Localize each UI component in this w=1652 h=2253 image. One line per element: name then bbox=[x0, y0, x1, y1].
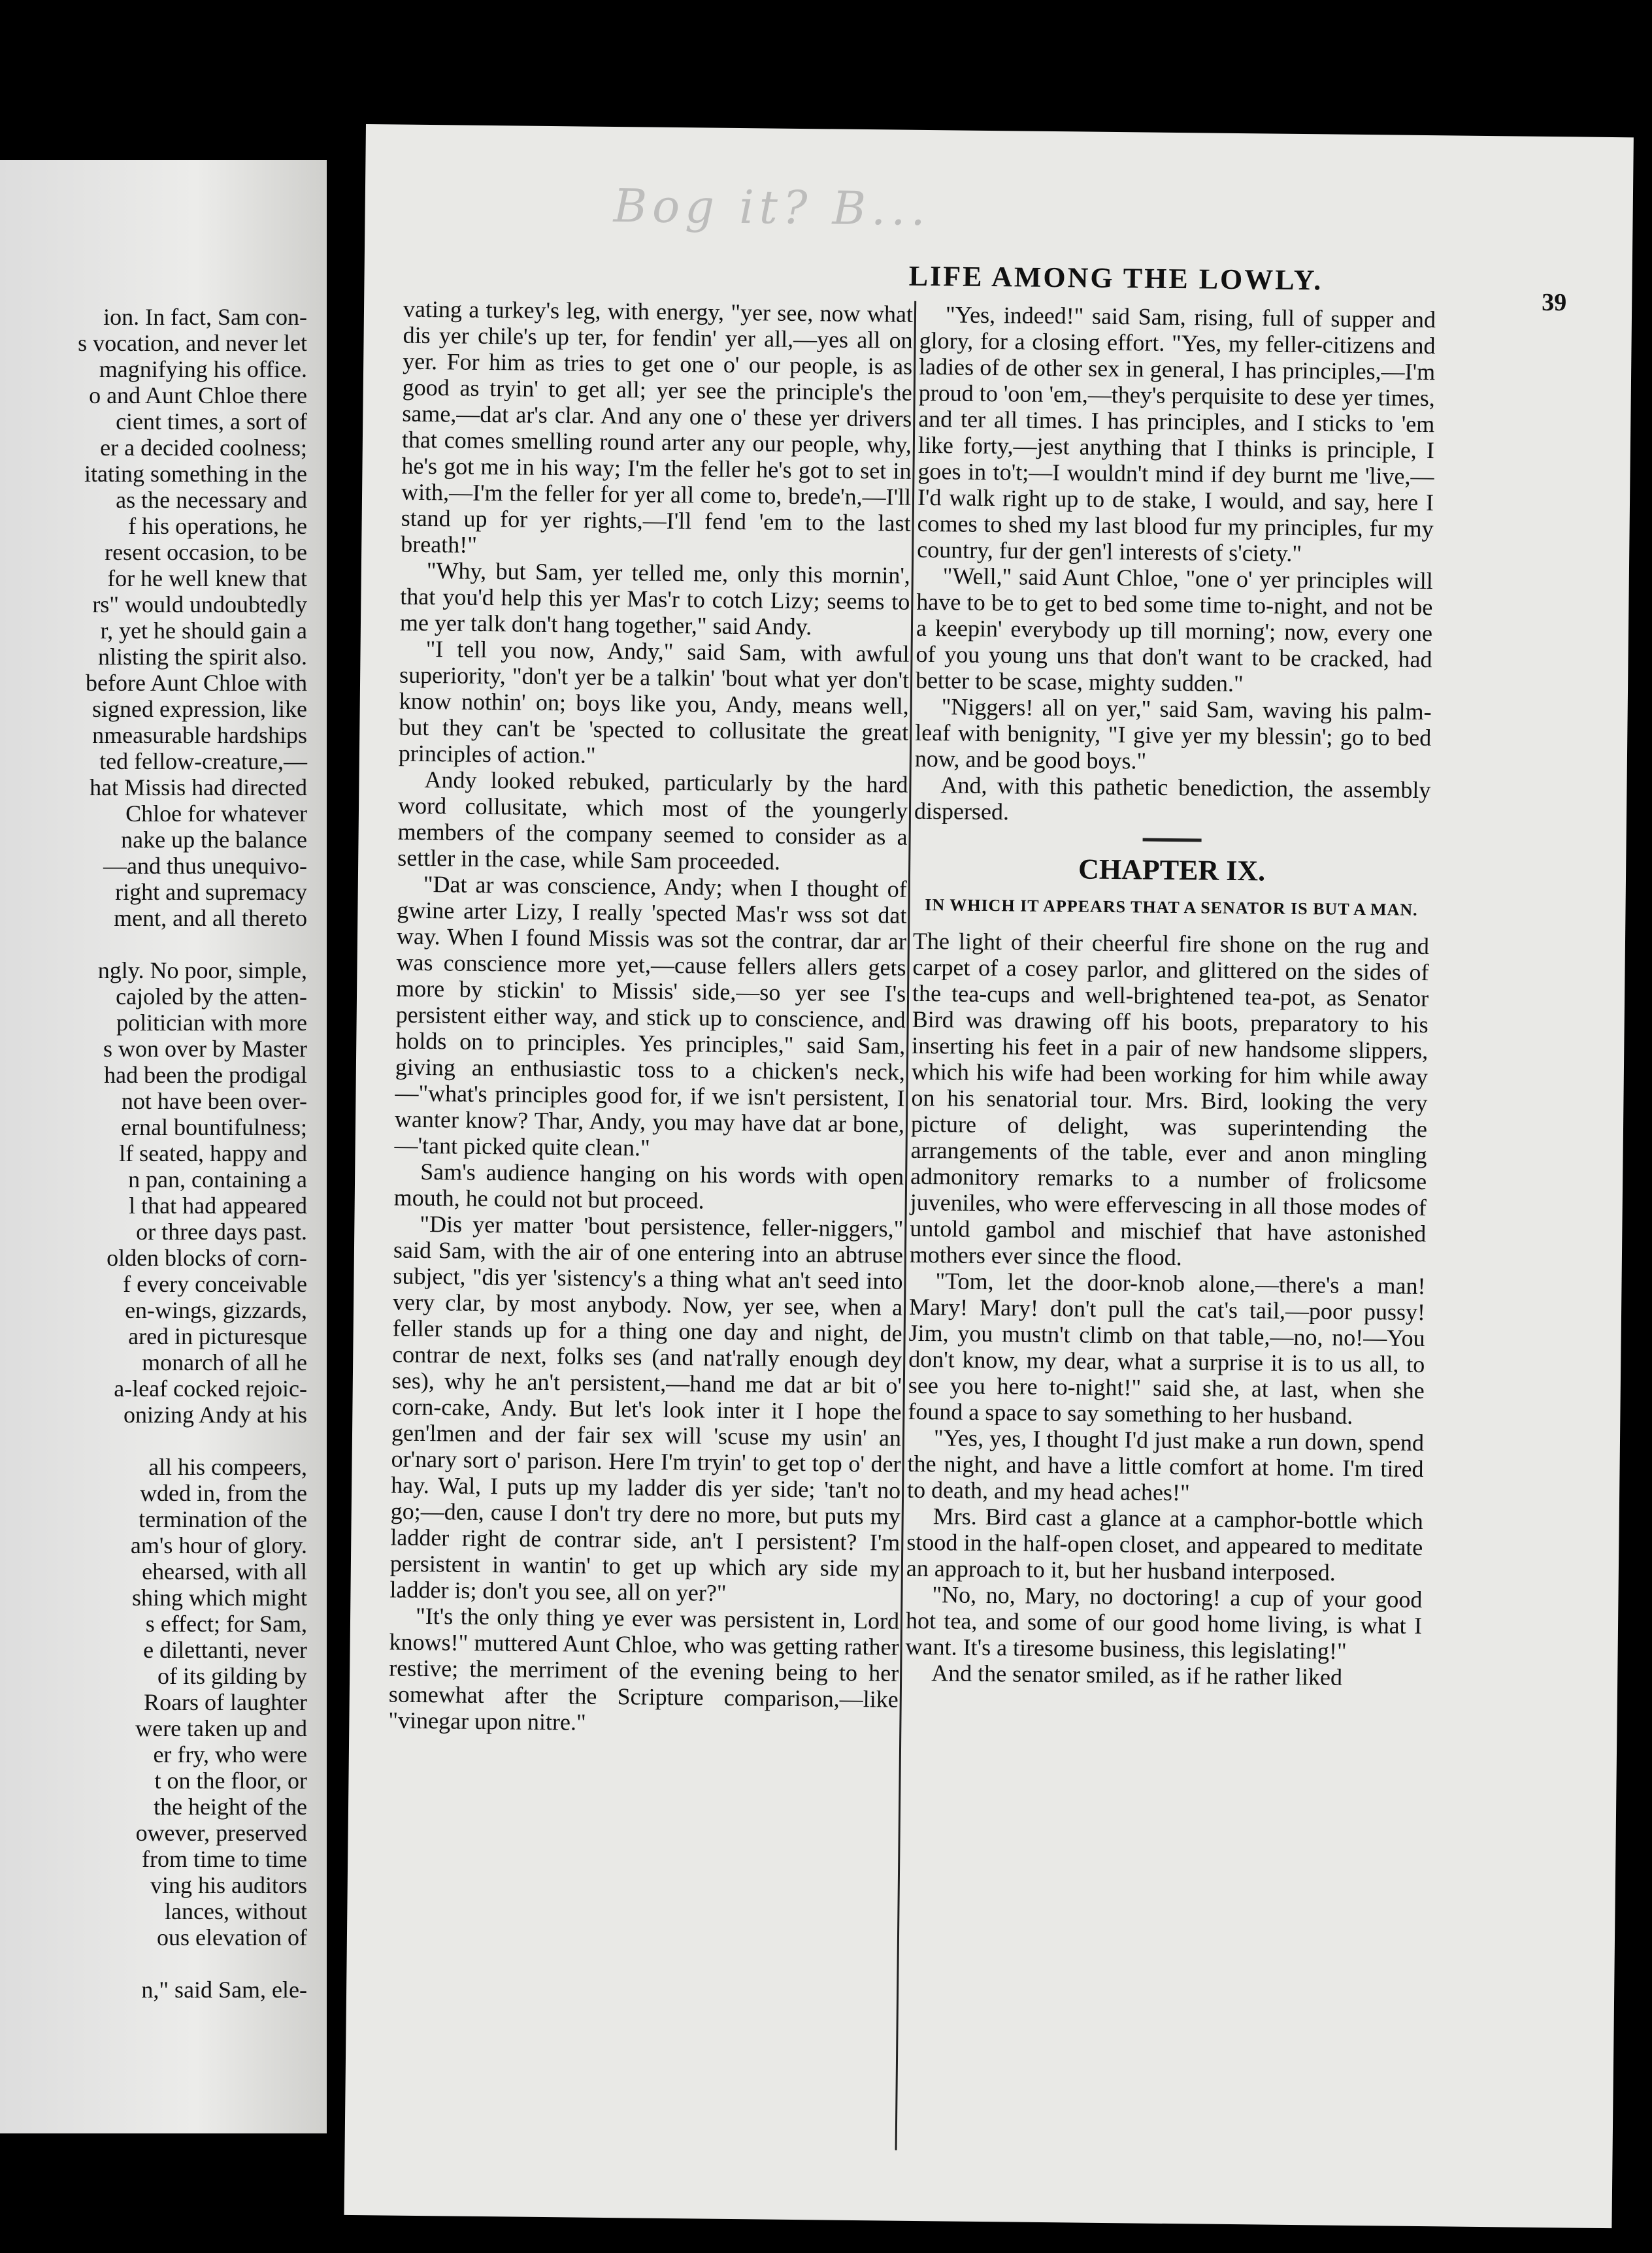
text-line: not have been over- bbox=[121, 1088, 307, 1114]
right-page bbox=[344, 124, 1633, 2228]
text-line: of its gilding by bbox=[157, 1663, 307, 1689]
text-line: had been the prodigal bbox=[104, 1062, 307, 1088]
text-line: right and supremacy bbox=[115, 879, 307, 905]
text-line: ernal bountifulness; bbox=[121, 1114, 307, 1140]
paragraph: "Tom, let the door-knob alone,—there's a man! Mary! Mary! don't pull the cat's tail,—poor pussy! Jim, you mustn't climb on that table,—no, no!—You don't know, my dear, what a surprise it is to us all, to see you here to-night!" said she, at last, when she found a space to say something to her husband. bbox=[908, 1268, 1426, 1429]
running-head: LIFE AMONG THE LOWLY. bbox=[908, 259, 1323, 297]
paragraph: "Dis yer matter 'bout persistence, feller-niggers," said Sam, with the air of one entering into an abtruse subject, "dis yer 'sistency's a thing what an't seed into very clar, by most anybody. Now, yer see, when a feller stands up for a thing one day and night, de contrar de next, folks ses (and nat'rally enough dey ses), why he an't persistent,—hand me dat ar bit o' corn-cake, Andy. But let's look inter it I hope the gen'lmen and der fair sex will 'scuse my usin' an or'nary sort o' parison. Here I'm tryin' to get top o' der hay. Wal, I puts up my ladder dis yer side; 'tan't no go;—den, cause I don't try dere no more, but puts my ladder right de contrar side, an't I persistent? I'm persistent in wantin' to get up which ary side my ladder is; don't you see, all on yer?" bbox=[389, 1210, 904, 1606]
text-line: f his operations, he bbox=[128, 513, 307, 539]
paragraph: "Dat ar was conscience, Andy; when I thought of gwine arter Lizy, I really 'spected Mas'r wss sot dat way. When I found Missis was sot the contrar, dar ar was conscience more yet,—cause fellers allers gets more by stickin' to Missis' side,—so yer see I's persistent either way, and stick up to conscience, and holds on to principles. Yes principles," said Sam, giving an enthusiastic toss to a chicken's neck,—"what's principles good for, if we isn't persistent, I wanter know? Thar, Andy, you may have dat ar bone,—'tant picked quite clean." bbox=[394, 870, 907, 1161]
text-line: from time to time bbox=[142, 1846, 307, 1872]
text-line: itating something in the bbox=[84, 461, 307, 487]
text-line: n," said Sam, ele- bbox=[141, 1977, 307, 2003]
text-line: resent occasion, to be bbox=[105, 539, 307, 565]
paragraph: The light of their cheerful fire shone on the rug and carpet of a cosey parlor, and glittered on the sides of the tea-cups and well-brightened tea-pot, as Senator Bird was drawing off his boots, preparatory to his inserting his feet in a pair of new handsome slippers, which his wife had been working for him while away on his senatorial tour. Mrs. Bird, looking the very picture of delight, was superintending the arrangements of the table, ever and anon mingling admonitory remarks to a number of frolicsome juveniles, who were effervescing in all those modes of untold gambol and mischief that have astonished mothers ever since the flood. bbox=[909, 927, 1430, 1271]
text-line: monarch of all he bbox=[142, 1349, 307, 1375]
text-line: politician with more bbox=[116, 1010, 307, 1036]
text-line: t on the floor, or bbox=[154, 1768, 307, 1794]
pencil-annotation: Bog it? B... bbox=[613, 178, 931, 237]
text-line: am's hour of glory. bbox=[130, 1532, 307, 1558]
text-line: r, yet he should gain a bbox=[100, 617, 307, 644]
paragraph: "No, no, Mary, no doctoring! a cup of your good hot tea, and some of our good home living, is what I want. It's a tiresome business, this legislating!" bbox=[905, 1581, 1423, 1664]
text-line: nake up the balance bbox=[121, 827, 307, 853]
text-line: cient times, a sort of bbox=[116, 408, 307, 435]
paragraph: And, with this pathetic benediction, the assembly dispersed. bbox=[914, 772, 1431, 825]
text-line: or three days past. bbox=[136, 1219, 307, 1245]
text-line: termination of the bbox=[139, 1506, 307, 1532]
text-line: e dilettanti, never bbox=[143, 1637, 307, 1663]
left-page-text bbox=[0, 304, 307, 2003]
text-line: were taken up and bbox=[135, 1715, 307, 1741]
paragraph: And the senator smiled, as if he rather liked bbox=[931, 1660, 1343, 1690]
text-line: all his compeers, bbox=[148, 1454, 307, 1480]
text-line: l that had appeared bbox=[129, 1192, 307, 1219]
chapter-rule bbox=[1143, 838, 1202, 842]
paragraph: "I tell you now, Andy," said Sam, with awful superiority, "don't yer be a talkin' 'bout what yer don't know nothin' on; boys like you, Andy, means well, but they can't be 'spected to collusitate the great principles of action." bbox=[398, 636, 910, 768]
text-line: nlisting the spirit also. bbox=[98, 644, 307, 670]
text-line: f every conceivable bbox=[123, 1271, 307, 1297]
text-line: olden blocks of corn- bbox=[107, 1245, 307, 1271]
text-line: cajoled by the atten- bbox=[116, 983, 307, 1010]
text-line: as the necessary and bbox=[116, 487, 307, 513]
text-line: lf seated, happy and bbox=[119, 1140, 307, 1166]
text-line: hat Missis had directed bbox=[90, 774, 307, 800]
text-line: shing which might bbox=[132, 1585, 307, 1611]
text-line: lances, without bbox=[165, 1898, 307, 1924]
text-line: Chloe for whatever bbox=[125, 800, 307, 827]
text-line: s vocation, and never let bbox=[78, 330, 307, 356]
text-line: ngly. No poor, simple, bbox=[97, 957, 307, 983]
text-line: ment, and all thereto bbox=[114, 905, 307, 931]
text-line: onizing Andy at his bbox=[124, 1402, 307, 1428]
text-line: for he well knew that bbox=[107, 565, 307, 591]
text-line: n pan, containing a bbox=[128, 1166, 307, 1192]
text-line: en-wings, gizzards, bbox=[125, 1297, 307, 1323]
text-line: ous elevation of bbox=[157, 1924, 307, 1950]
paragraph: "Why, but Sam, yer telled me, only this mornin', that you'd help this yer Mas'r to cotch Lizy; seems to me yer talk don't hang together," said Andy. bbox=[399, 557, 911, 640]
text-line: er a decided coolness; bbox=[100, 435, 307, 461]
text-line: ving his auditors bbox=[150, 1872, 307, 1898]
text-line: the height of the bbox=[154, 1794, 307, 1820]
paragraph: vating a turkey's leg, with energy, "yer see, now what dis yer chile's up ter, for fendin' yer all,—yes all on yer. For him as tries to get one o' our people, is as good as tryin' to get all; yer see the principle's the same,—dat ar's clar. And any one o' these yer drivers that comes smelling round arter any our people, why, he's got me in his way; I'm the feller he's got to set in with,—I'm the feller for yer all come to, brede'n,—I'll stand up for yer rights,—I'll fend 'em to the last breath!" bbox=[401, 295, 914, 558]
text-line: owever, preserved bbox=[135, 1820, 307, 1846]
paragraph: "Yes, yes, I thought I'd just make a run down, spend the night, and have a little comfort at home. I'm tired to death, and my head aches!" bbox=[906, 1424, 1425, 1506]
text-line bbox=[0, 1950, 307, 1977]
paragraph: "Niggers! all on yer," said Sam, waving his palm-leaf with benignity, "I give yer my blessin'; go to bed now, and be good boys." bbox=[914, 693, 1432, 774]
paragraph: Andy looked rebuked, particularly by the hard word collusitate, which most of the youngerly members of the company seemed to consider as a settler in the case, while Sam proceeded. bbox=[397, 766, 908, 875]
text-line: signed expression, like bbox=[92, 696, 307, 722]
text-line: a-leaf cocked rejoic- bbox=[114, 1375, 307, 1402]
page-number: 39 bbox=[1542, 288, 1567, 317]
text-line: ted fellow-creature,— bbox=[99, 748, 307, 774]
text-line: wded in, from the bbox=[140, 1480, 307, 1506]
text-line: ion. In fact, Sam con- bbox=[103, 304, 307, 330]
text-line bbox=[0, 931, 307, 957]
text-line: s won over by Master bbox=[103, 1036, 307, 1062]
chapter-title: CHAPTER IX. bbox=[1078, 853, 1266, 887]
text-line: before Aunt Chloe with bbox=[86, 670, 307, 696]
text-line: nmeasurable hardships bbox=[92, 722, 307, 748]
text-line: —and thus unequivo- bbox=[103, 853, 307, 879]
paragraph: "Yes, indeed!" said Sam, rising, full of supper and glory, for a closing effort. "Yes, my feller-citizens and ladies of de other sex in general, I has principles,—I'm proud to 'oon 'em,—they's perquisite to dese yer times, and ter all times. I has principles, and I sticks to 'em like forty,—jest anything that I thinks is principle, I goes in to't;—I wouldn't mind if dey burnt me 'live,—I'd walk right up to de stake, I would, and say, here I comes to shed my last blood fur my principles, fur my country, fur der gen'l interests of s'ciety." bbox=[917, 301, 1436, 567]
paragraph: Mrs. Bird cast a glance at a camphor-bottle which stood in the half-open closet, and appeared to meditate an approach to it, but her husband interposed. bbox=[906, 1503, 1423, 1586]
paragraph: "Well," said Aunt Chloe, "one o' yer principles will have to be to get to bed some time to-night, and not be a keepin' everybody up till morning'; now, every one of you young uns that don't want to be cracked, had better to be scase, mighty sudden." bbox=[915, 563, 1433, 697]
text-line bbox=[0, 1428, 307, 1454]
text-column-1 bbox=[388, 296, 913, 1739]
text-line: ared in picturesque bbox=[128, 1323, 307, 1349]
chapter-subtitle: IN WHICH IT APPEARS THAT A SENATOR IS BUT A MAN. bbox=[925, 895, 1418, 919]
text-line: er fry, who were bbox=[153, 1741, 307, 1768]
text-line: magnifying his office. bbox=[99, 356, 307, 382]
paragraph: "It's the only thing ye ever was persistent in, Lord knows!" muttered Aunt Chloe, who was getting rather restive; the merriment of the evening being to her somewhat after the Scripture comparison,—like "vinegar upon nitre." bbox=[388, 1602, 900, 1735]
paragraph: Sam's audience hanging on his words with open mouth, he could not but proceed. bbox=[393, 1158, 904, 1214]
text-column-2 bbox=[905, 301, 1436, 1691]
text-line: rs" would undoubtedly bbox=[92, 591, 307, 617]
text-line: o and Aunt Chloe there bbox=[89, 382, 307, 408]
text-line: Roars of laughter bbox=[144, 1689, 307, 1715]
text-line: s effect; for Sam, bbox=[145, 1611, 307, 1637]
text-line: ehearsed, with all bbox=[142, 1558, 307, 1585]
left-page bbox=[0, 160, 327, 2133]
